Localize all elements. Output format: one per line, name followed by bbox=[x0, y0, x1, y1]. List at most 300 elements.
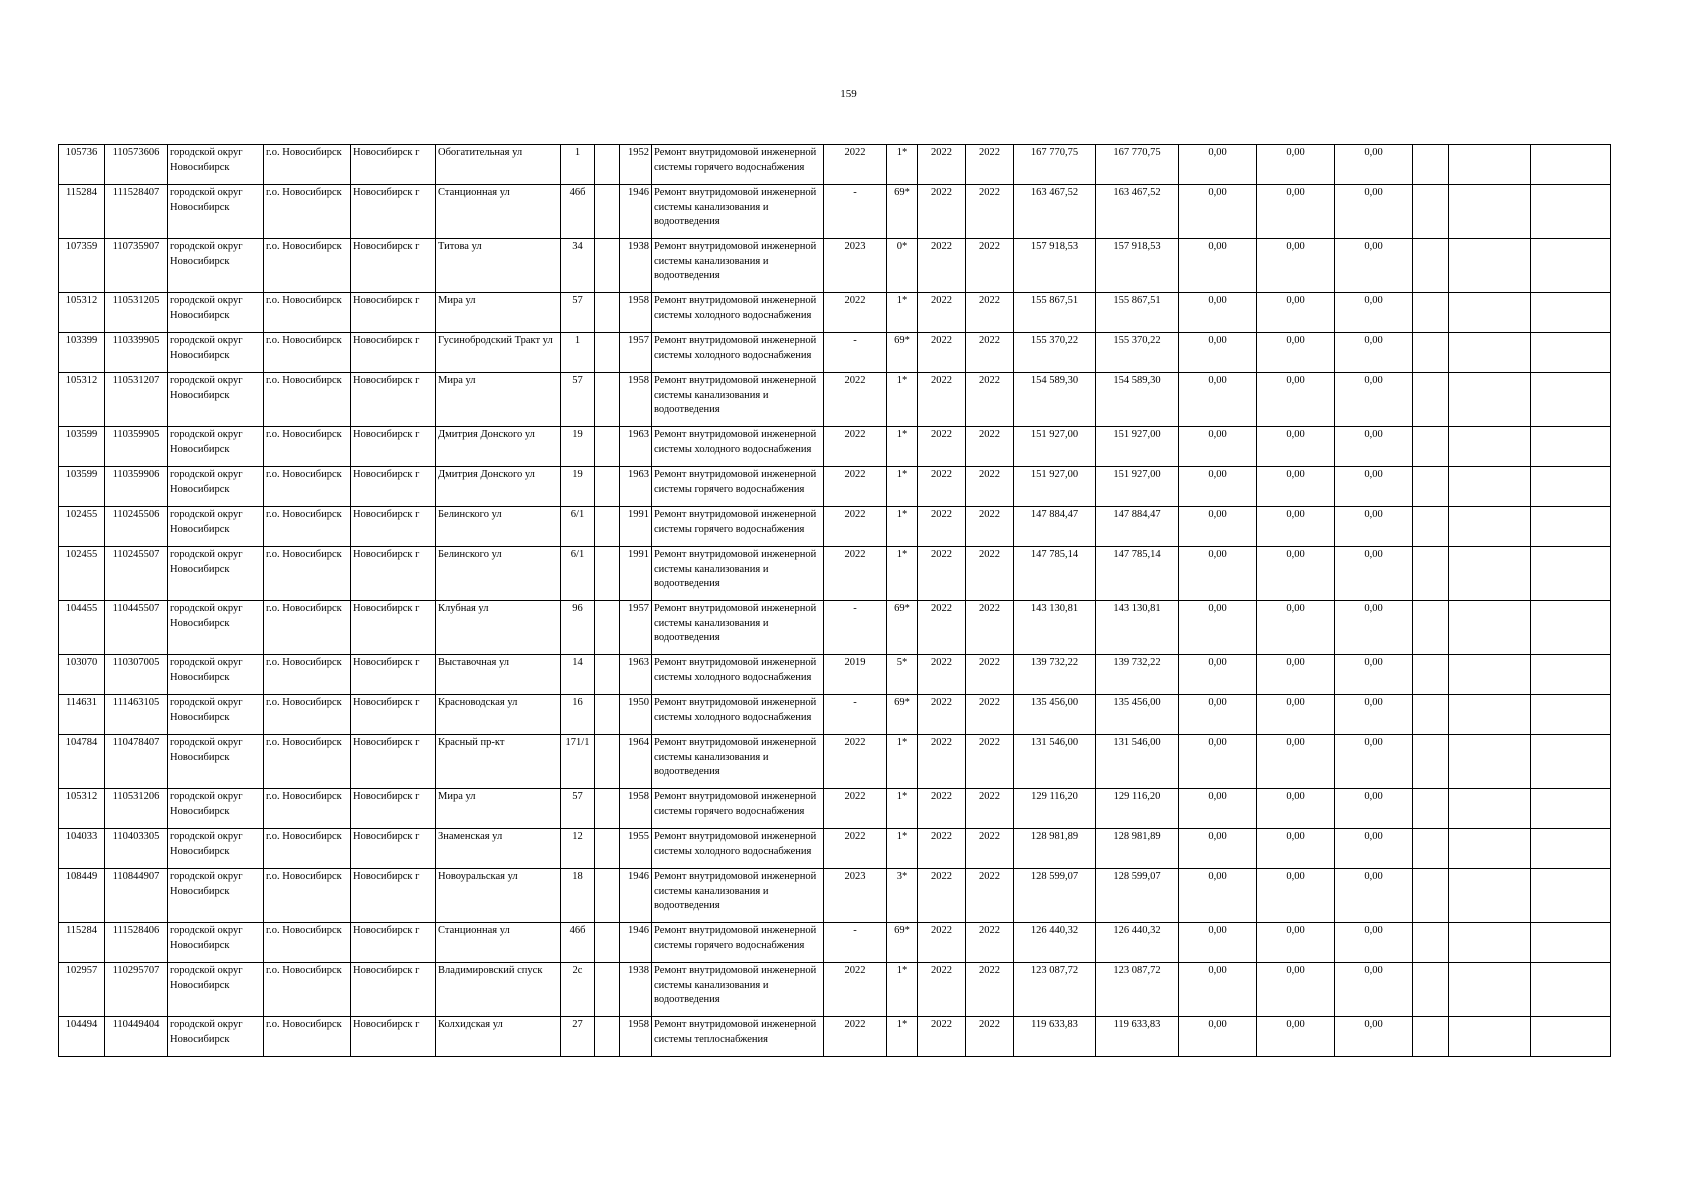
cell-house: 14 bbox=[561, 655, 595, 695]
cell-sum3: 0,00 bbox=[1257, 923, 1335, 963]
table-row bbox=[59, 869, 1611, 923]
cell-code: 1* bbox=[887, 963, 918, 1017]
cell-empty-2 bbox=[1449, 789, 1531, 829]
table-row bbox=[59, 601, 1611, 655]
cell-district: городской округ Новосибирск bbox=[168, 655, 264, 695]
cell-block bbox=[595, 185, 620, 239]
cell-district: городской округ Новосибирск bbox=[168, 467, 264, 507]
cell-sum2: 0,00 bbox=[1179, 185, 1257, 239]
cell-year-last: - bbox=[824, 601, 887, 655]
cell-sum2: 0,00 bbox=[1179, 869, 1257, 923]
cell-code: 1* bbox=[887, 427, 918, 467]
cell-house: 1 bbox=[561, 333, 595, 373]
table-row bbox=[59, 145, 1611, 185]
cell-year-plan-from: 2022 bbox=[918, 789, 966, 829]
cell-sum1: 155 867,51 bbox=[1096, 293, 1179, 333]
cell-city: Новосибирск г bbox=[351, 185, 436, 239]
cell-municipality: г.о. Новосибирск bbox=[264, 547, 351, 601]
cell-year-last: - bbox=[824, 185, 887, 239]
cell-empty-1 bbox=[1413, 869, 1449, 923]
cell-empty-2 bbox=[1449, 1017, 1531, 1057]
cell-sum2: 0,00 bbox=[1179, 427, 1257, 467]
repair-register-table bbox=[58, 144, 1611, 1057]
cell-year-plan-from: 2022 bbox=[918, 427, 966, 467]
cell-year-built: 1938 bbox=[620, 239, 652, 293]
cell-city: Новосибирск г bbox=[351, 923, 436, 963]
cell-municipality: г.о. Новосибирск bbox=[264, 869, 351, 923]
cell-id1: 107359 bbox=[59, 239, 105, 293]
cell-house: 6/1 bbox=[561, 507, 595, 547]
cell-sum1: 151 927,00 bbox=[1096, 467, 1179, 507]
cell-street: Колхидская ул bbox=[436, 1017, 561, 1057]
cell-total: 119 633,83 bbox=[1014, 1017, 1096, 1057]
cell-year-plan-to: 2022 bbox=[966, 601, 1014, 655]
cell-city: Новосибирск г bbox=[351, 373, 436, 427]
cell-year-plan-from: 2022 bbox=[918, 655, 966, 695]
table-row bbox=[59, 923, 1611, 963]
cell-total: 155 867,51 bbox=[1014, 293, 1096, 333]
cell-sum2: 0,00 bbox=[1179, 467, 1257, 507]
cell-street: Белинского ул bbox=[436, 507, 561, 547]
cell-sum3: 0,00 bbox=[1257, 735, 1335, 789]
cell-empty-3 bbox=[1531, 547, 1611, 601]
cell-empty-3 bbox=[1531, 735, 1611, 789]
cell-house: 16 bbox=[561, 695, 595, 735]
cell-year-built: 1958 bbox=[620, 373, 652, 427]
cell-id2: 110245507 bbox=[105, 547, 168, 601]
cell-code: 1* bbox=[887, 1017, 918, 1057]
cell-id2: 110445507 bbox=[105, 601, 168, 655]
cell-municipality: г.о. Новосибирск bbox=[264, 655, 351, 695]
cell-district: городской округ Новосибирск bbox=[168, 923, 264, 963]
cell-year-last: - bbox=[824, 695, 887, 735]
cell-id1: 114631 bbox=[59, 695, 105, 735]
cell-code: 69* bbox=[887, 601, 918, 655]
cell-empty-1 bbox=[1413, 695, 1449, 735]
cell-block bbox=[595, 333, 620, 373]
cell-id1: 102455 bbox=[59, 547, 105, 601]
cell-sum1: 119 633,83 bbox=[1096, 1017, 1179, 1057]
cell-sum3: 0,00 bbox=[1257, 333, 1335, 373]
cell-year-last: - bbox=[824, 923, 887, 963]
cell-year-plan-to: 2022 bbox=[966, 185, 1014, 239]
cell-total: 151 927,00 bbox=[1014, 467, 1096, 507]
cell-district: городской округ Новосибирск bbox=[168, 547, 264, 601]
cell-year-built: 1964 bbox=[620, 735, 652, 789]
cell-sum4: 0,00 bbox=[1335, 869, 1413, 923]
cell-year-plan-from: 2022 bbox=[918, 145, 966, 185]
cell-sum2: 0,00 bbox=[1179, 547, 1257, 601]
cell-street: Красный пр-кт bbox=[436, 735, 561, 789]
cell-year-plan-from: 2022 bbox=[918, 467, 966, 507]
table-row bbox=[59, 655, 1611, 695]
cell-work-type: Ремонт внутридомовой инженерной системы канализования и водоотведения bbox=[652, 185, 824, 239]
cell-year-plan-from: 2022 bbox=[918, 735, 966, 789]
cell-sum2: 0,00 bbox=[1179, 239, 1257, 293]
cell-empty-1 bbox=[1413, 507, 1449, 547]
cell-sum4: 0,00 bbox=[1335, 829, 1413, 869]
cell-house: 46б bbox=[561, 923, 595, 963]
cell-empty-2 bbox=[1449, 185, 1531, 239]
cell-empty-1 bbox=[1413, 829, 1449, 869]
cell-district: городской округ Новосибирск bbox=[168, 185, 264, 239]
cell-empty-2 bbox=[1449, 467, 1531, 507]
cell-id2: 110735907 bbox=[105, 239, 168, 293]
cell-code: 69* bbox=[887, 923, 918, 963]
cell-municipality: г.о. Новосибирск bbox=[264, 601, 351, 655]
cell-sum3: 0,00 bbox=[1257, 293, 1335, 333]
cell-municipality: г.о. Новосибирск bbox=[264, 239, 351, 293]
cell-total: 163 467,52 bbox=[1014, 185, 1096, 239]
cell-year-last: 2022 bbox=[824, 293, 887, 333]
table-row bbox=[59, 373, 1611, 427]
cell-street: Дмитрия Донского ул bbox=[436, 427, 561, 467]
cell-work-type: Ремонт внутридомовой инженерной системы холодного водоснабжения bbox=[652, 829, 824, 869]
cell-total: 151 927,00 bbox=[1014, 427, 1096, 467]
cell-year-built: 1952 bbox=[620, 145, 652, 185]
cell-sum4: 0,00 bbox=[1335, 145, 1413, 185]
cell-municipality: г.о. Новосибирск bbox=[264, 735, 351, 789]
cell-year-plan-to: 2022 bbox=[966, 467, 1014, 507]
cell-total: 135 456,00 bbox=[1014, 695, 1096, 735]
cell-empty-2 bbox=[1449, 239, 1531, 293]
cell-empty-3 bbox=[1531, 507, 1611, 547]
cell-sum4: 0,00 bbox=[1335, 601, 1413, 655]
cell-empty-3 bbox=[1531, 427, 1611, 467]
cell-year-plan-from: 2022 bbox=[918, 547, 966, 601]
table-row bbox=[59, 735, 1611, 789]
cell-sum1: 139 732,22 bbox=[1096, 655, 1179, 695]
cell-house: 1 bbox=[561, 145, 595, 185]
cell-block bbox=[595, 239, 620, 293]
cell-sum3: 0,00 bbox=[1257, 547, 1335, 601]
table-row bbox=[59, 547, 1611, 601]
cell-sum2: 0,00 bbox=[1179, 829, 1257, 869]
cell-empty-1 bbox=[1413, 333, 1449, 373]
table-row bbox=[59, 467, 1611, 507]
cell-total: 126 440,32 bbox=[1014, 923, 1096, 963]
cell-district: городской округ Новосибирск bbox=[168, 507, 264, 547]
cell-empty-1 bbox=[1413, 601, 1449, 655]
cell-block bbox=[595, 963, 620, 1017]
cell-id2: 111528407 bbox=[105, 185, 168, 239]
cell-year-built: 1991 bbox=[620, 507, 652, 547]
cell-sum4: 0,00 bbox=[1335, 427, 1413, 467]
cell-street: Мира ул bbox=[436, 789, 561, 829]
cell-district: городской округ Новосибирск bbox=[168, 1017, 264, 1057]
cell-sum2: 0,00 bbox=[1179, 963, 1257, 1017]
cell-code: 69* bbox=[887, 185, 918, 239]
cell-year-plan-from: 2022 bbox=[918, 373, 966, 427]
cell-year-last: 2022 bbox=[824, 1017, 887, 1057]
cell-house: 46б bbox=[561, 185, 595, 239]
cell-work-type: Ремонт внутридомовой инженерной системы холодного водоснабжения bbox=[652, 695, 824, 735]
cell-sum3: 0,00 bbox=[1257, 467, 1335, 507]
cell-year-built: 1938 bbox=[620, 963, 652, 1017]
cell-sum4: 0,00 bbox=[1335, 333, 1413, 373]
cell-empty-3 bbox=[1531, 293, 1611, 333]
cell-id1: 105736 bbox=[59, 145, 105, 185]
cell-sum2: 0,00 bbox=[1179, 789, 1257, 829]
cell-municipality: г.о. Новосибирск bbox=[264, 373, 351, 427]
cell-street: Станционная ул bbox=[436, 923, 561, 963]
cell-work-type: Ремонт внутридомовой инженерной системы канализования и водоотведения bbox=[652, 869, 824, 923]
cell-block bbox=[595, 1017, 620, 1057]
cell-work-type: Ремонт внутридомовой инженерной системы холодного водоснабжения bbox=[652, 333, 824, 373]
cell-year-last: 2022 bbox=[824, 735, 887, 789]
cell-id1: 104455 bbox=[59, 601, 105, 655]
cell-sum3: 0,00 bbox=[1257, 185, 1335, 239]
cell-total: 143 130,81 bbox=[1014, 601, 1096, 655]
cell-house: 57 bbox=[561, 293, 595, 333]
cell-year-plan-from: 2022 bbox=[918, 239, 966, 293]
cell-city: Новосибирск г bbox=[351, 547, 436, 601]
cell-id1: 105312 bbox=[59, 373, 105, 427]
cell-code: 3* bbox=[887, 869, 918, 923]
cell-total: 129 116,20 bbox=[1014, 789, 1096, 829]
page-number: 159 bbox=[840, 88, 857, 100]
cell-code: 1* bbox=[887, 829, 918, 869]
cell-id1: 103399 bbox=[59, 333, 105, 373]
cell-year-last: 2022 bbox=[824, 373, 887, 427]
cell-empty-1 bbox=[1413, 145, 1449, 185]
cell-year-plan-to: 2022 bbox=[966, 1017, 1014, 1057]
cell-year-plan-to: 2022 bbox=[966, 923, 1014, 963]
cell-sum2: 0,00 bbox=[1179, 145, 1257, 185]
cell-code: 1* bbox=[887, 145, 918, 185]
cell-total: 139 732,22 bbox=[1014, 655, 1096, 695]
cell-sum2: 0,00 bbox=[1179, 333, 1257, 373]
cell-work-type: Ремонт внутридомовой инженерной системы холодного водоснабжения bbox=[652, 655, 824, 695]
cell-sum2: 0,00 bbox=[1179, 507, 1257, 547]
cell-year-built: 1958 bbox=[620, 1017, 652, 1057]
cell-id1: 103070 bbox=[59, 655, 105, 695]
cell-sum3: 0,00 bbox=[1257, 507, 1335, 547]
cell-sum2: 0,00 bbox=[1179, 1017, 1257, 1057]
cell-empty-3 bbox=[1531, 1017, 1611, 1057]
table-row bbox=[59, 963, 1611, 1017]
cell-municipality: г.о. Новосибирск bbox=[264, 789, 351, 829]
cell-total: 128 981,89 bbox=[1014, 829, 1096, 869]
cell-sum1: 147 884,47 bbox=[1096, 507, 1179, 547]
cell-empty-3 bbox=[1531, 789, 1611, 829]
cell-empty-3 bbox=[1531, 963, 1611, 1017]
cell-municipality: г.о. Новосибирск bbox=[264, 427, 351, 467]
cell-sum3: 0,00 bbox=[1257, 963, 1335, 1017]
cell-year-built: 1955 bbox=[620, 829, 652, 869]
cell-municipality: г.о. Новосибирск bbox=[264, 1017, 351, 1057]
cell-year-last: 2022 bbox=[824, 427, 887, 467]
cell-municipality: г.о. Новосибирск bbox=[264, 507, 351, 547]
cell-empty-2 bbox=[1449, 601, 1531, 655]
cell-municipality: г.о. Новосибирск bbox=[264, 829, 351, 869]
cell-city: Новосибирск г bbox=[351, 655, 436, 695]
cell-code: 1* bbox=[887, 373, 918, 427]
cell-code: 1* bbox=[887, 507, 918, 547]
table-row bbox=[59, 239, 1611, 293]
cell-empty-1 bbox=[1413, 293, 1449, 333]
cell-street: Клубная ул bbox=[436, 601, 561, 655]
cell-code: 1* bbox=[887, 547, 918, 601]
cell-city: Новосибирск г bbox=[351, 735, 436, 789]
cell-total: 131 546,00 bbox=[1014, 735, 1096, 789]
cell-sum2: 0,00 bbox=[1179, 923, 1257, 963]
cell-sum2: 0,00 bbox=[1179, 655, 1257, 695]
cell-district: городской округ Новосибирск bbox=[168, 601, 264, 655]
cell-municipality: г.о. Новосибирск bbox=[264, 185, 351, 239]
cell-empty-3 bbox=[1531, 145, 1611, 185]
cell-work-type: Ремонт внутридомовой инженерной системы канализования и водоотведения bbox=[652, 601, 824, 655]
cell-work-type: Ремонт внутридомовой инженерной системы горячего водоснабжения bbox=[652, 145, 824, 185]
cell-sum2: 0,00 bbox=[1179, 735, 1257, 789]
cell-empty-2 bbox=[1449, 145, 1531, 185]
cell-street: Выставочная ул bbox=[436, 655, 561, 695]
cell-municipality: г.о. Новосибирск bbox=[264, 923, 351, 963]
cell-code: 69* bbox=[887, 695, 918, 735]
cell-empty-1 bbox=[1413, 923, 1449, 963]
table-row bbox=[59, 333, 1611, 373]
cell-total: 147 884,47 bbox=[1014, 507, 1096, 547]
cell-sum4: 0,00 bbox=[1335, 467, 1413, 507]
cell-work-type: Ремонт внутридомовой инженерной системы горячего водоснабжения bbox=[652, 789, 824, 829]
cell-total: 128 599,07 bbox=[1014, 869, 1096, 923]
cell-year-built: 1957 bbox=[620, 333, 652, 373]
cell-id2: 110478407 bbox=[105, 735, 168, 789]
cell-house: 34 bbox=[561, 239, 595, 293]
cell-year-plan-from: 2022 bbox=[918, 185, 966, 239]
cell-district: городской округ Новосибирск bbox=[168, 695, 264, 735]
cell-house: 57 bbox=[561, 373, 595, 427]
cell-id2: 110449404 bbox=[105, 1017, 168, 1057]
cell-year-last: 2023 bbox=[824, 239, 887, 293]
cell-city: Новосибирск г bbox=[351, 333, 436, 373]
cell-empty-2 bbox=[1449, 655, 1531, 695]
cell-total: 157 918,53 bbox=[1014, 239, 1096, 293]
cell-id2: 111528406 bbox=[105, 923, 168, 963]
cell-sum2: 0,00 bbox=[1179, 293, 1257, 333]
cell-sum1: 128 599,07 bbox=[1096, 869, 1179, 923]
cell-work-type: Ремонт внутридомовой инженерной системы канализования и водоотведения bbox=[652, 239, 824, 293]
cell-municipality: г.о. Новосибирск bbox=[264, 293, 351, 333]
cell-empty-3 bbox=[1531, 239, 1611, 293]
cell-sum3: 0,00 bbox=[1257, 373, 1335, 427]
cell-year-built: 1958 bbox=[620, 789, 652, 829]
cell-work-type: Ремонт внутридомовой инженерной системы канализования и водоотведения bbox=[652, 963, 824, 1017]
cell-year-built: 1950 bbox=[620, 695, 652, 735]
cell-year-plan-to: 2022 bbox=[966, 789, 1014, 829]
cell-house: 27 bbox=[561, 1017, 595, 1057]
table-row bbox=[59, 695, 1611, 735]
cell-empty-2 bbox=[1449, 695, 1531, 735]
cell-empty-1 bbox=[1413, 373, 1449, 427]
cell-street: Знаменская ул bbox=[436, 829, 561, 869]
cell-house: 19 bbox=[561, 427, 595, 467]
cell-district: городской округ Новосибирск bbox=[168, 829, 264, 869]
cell-year-plan-from: 2022 bbox=[918, 333, 966, 373]
cell-street: Станционная ул bbox=[436, 185, 561, 239]
cell-city: Новосибирск г bbox=[351, 963, 436, 1017]
cell-sum1: 163 467,52 bbox=[1096, 185, 1179, 239]
cell-id1: 104784 bbox=[59, 735, 105, 789]
cell-year-plan-to: 2022 bbox=[966, 427, 1014, 467]
cell-empty-2 bbox=[1449, 963, 1531, 1017]
cell-year-plan-from: 2022 bbox=[918, 695, 966, 735]
cell-district: городской округ Новосибирск bbox=[168, 869, 264, 923]
cell-id1: 102455 bbox=[59, 507, 105, 547]
cell-year-built: 1946 bbox=[620, 923, 652, 963]
cell-empty-1 bbox=[1413, 427, 1449, 467]
cell-id2: 110844907 bbox=[105, 869, 168, 923]
cell-work-type: Ремонт внутридомовой инженерной системы холодного водоснабжения bbox=[652, 293, 824, 333]
cell-year-built: 1963 bbox=[620, 427, 652, 467]
cell-block bbox=[595, 145, 620, 185]
cell-sum1: 154 589,30 bbox=[1096, 373, 1179, 427]
cell-code: 0* bbox=[887, 239, 918, 293]
cell-year-built: 1957 bbox=[620, 601, 652, 655]
cell-sum4: 0,00 bbox=[1335, 735, 1413, 789]
cell-empty-2 bbox=[1449, 373, 1531, 427]
cell-work-type: Ремонт внутридомовой инженерной системы канализования и водоотведения bbox=[652, 735, 824, 789]
cell-id1: 105312 bbox=[59, 293, 105, 333]
cell-house: 171/1 bbox=[561, 735, 595, 789]
cell-city: Новосибирск г bbox=[351, 293, 436, 333]
cell-house: 57 bbox=[561, 789, 595, 829]
cell-id1: 105312 bbox=[59, 789, 105, 829]
cell-empty-2 bbox=[1449, 923, 1531, 963]
cell-sum1: 131 546,00 bbox=[1096, 735, 1179, 789]
cell-empty-2 bbox=[1449, 427, 1531, 467]
cell-code: 1* bbox=[887, 293, 918, 333]
cell-sum3: 0,00 bbox=[1257, 655, 1335, 695]
cell-empty-2 bbox=[1449, 547, 1531, 601]
table-row bbox=[59, 1017, 1611, 1057]
cell-empty-3 bbox=[1531, 655, 1611, 695]
cell-block bbox=[595, 427, 620, 467]
cell-work-type: Ремонт внутридомовой инженерной системы канализования и водоотведения bbox=[652, 547, 824, 601]
cell-year-built: 1946 bbox=[620, 185, 652, 239]
cell-street: Дмитрия Донского ул bbox=[436, 467, 561, 507]
cell-id2: 110531206 bbox=[105, 789, 168, 829]
cell-city: Новосибирск г bbox=[351, 467, 436, 507]
cell-sum1: 143 130,81 bbox=[1096, 601, 1179, 655]
table-row bbox=[59, 293, 1611, 333]
cell-id2: 111463105 bbox=[105, 695, 168, 735]
cell-year-plan-to: 2022 bbox=[966, 145, 1014, 185]
cell-block bbox=[595, 735, 620, 789]
cell-city: Новосибирск г bbox=[351, 601, 436, 655]
table-row bbox=[59, 427, 1611, 467]
cell-year-last: 2019 bbox=[824, 655, 887, 695]
cell-district: городской округ Новосибирск bbox=[168, 239, 264, 293]
cell-block bbox=[595, 789, 620, 829]
cell-street: Обогатительная ул bbox=[436, 145, 561, 185]
cell-total: 154 589,30 bbox=[1014, 373, 1096, 427]
cell-year-plan-to: 2022 bbox=[966, 655, 1014, 695]
cell-empty-1 bbox=[1413, 547, 1449, 601]
cell-id1: 115284 bbox=[59, 923, 105, 963]
cell-street: Мира ул bbox=[436, 373, 561, 427]
cell-city: Новосибирск г bbox=[351, 427, 436, 467]
cell-sum1: 151 927,00 bbox=[1096, 427, 1179, 467]
cell-empty-1 bbox=[1413, 735, 1449, 789]
cell-empty-1 bbox=[1413, 239, 1449, 293]
cell-empty-3 bbox=[1531, 467, 1611, 507]
cell-city: Новосибирск г bbox=[351, 789, 436, 829]
cell-block bbox=[595, 655, 620, 695]
table-row bbox=[59, 829, 1611, 869]
cell-empty-3 bbox=[1531, 869, 1611, 923]
table-row bbox=[59, 185, 1611, 239]
